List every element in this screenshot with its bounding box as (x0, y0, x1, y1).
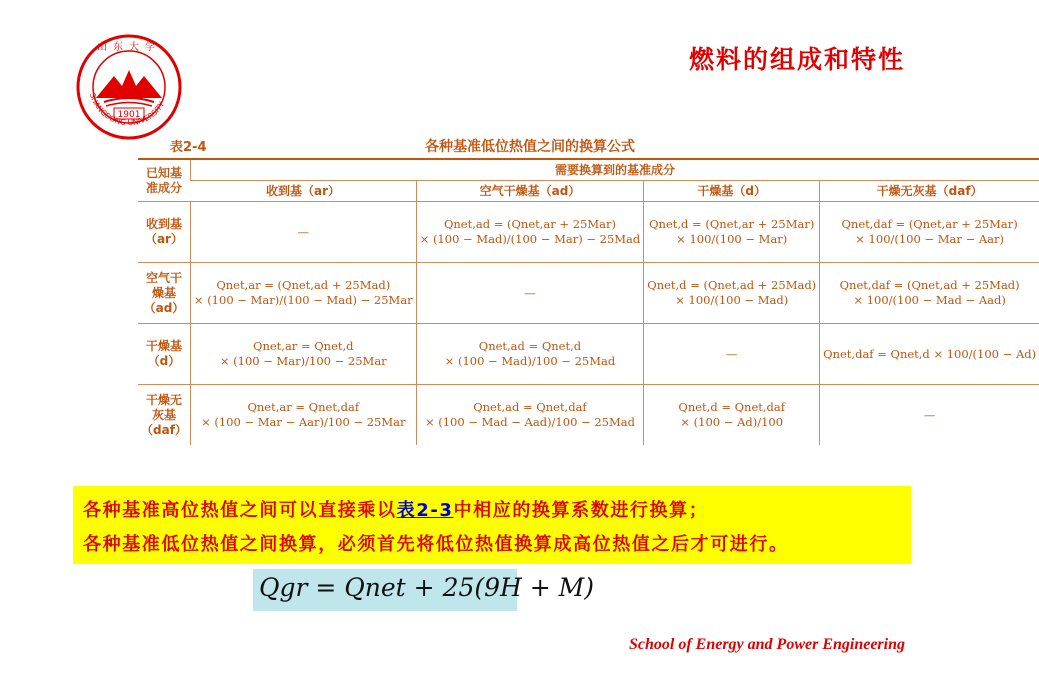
table-row (138, 202, 1039, 263)
formula-box (253, 569, 595, 611)
column-header: 干燥无灰基（daf） (820, 181, 1039, 202)
formula-line: Qnet,d = (Qnet,ad + 25Mad) (647, 278, 817, 292)
formula-line: — (524, 285, 536, 300)
row-header: 收到基（ar） (138, 202, 190, 263)
logo-year: 1901 (117, 110, 141, 120)
page-title: 燃料的组成和特性 (688, 45, 905, 74)
table-cell (416, 263, 644, 324)
formula: Qgr = Qnet + 25(9H + M) (259, 573, 595, 602)
formula-line: Qnet,daf = (Qnet,ar + 25Mar) (841, 217, 1018, 231)
table-cell (644, 263, 820, 324)
table-row (138, 263, 1039, 324)
shandong-university-seal-icon (74, 32, 184, 142)
column-header: 收到基（ar） (190, 181, 416, 202)
formula-line: × 100/(100 − Mar − Aar) (855, 232, 1004, 246)
formula-line: × 100/(100 − Mad) (675, 293, 789, 307)
formula-line: Qnet,ar = Qnet,daf (247, 400, 360, 414)
formula-line: × (100 − Mad)/(100 − Mar) − 25Mad (419, 232, 641, 246)
table-cell (416, 385, 644, 446)
table-cell (190, 263, 416, 324)
table-2-3-link[interactable]: 表2-3 (396, 500, 454, 521)
formula-line: Qnet,ad = Qnet,d (478, 339, 582, 353)
row-header: 空气干燥基（ad） (138, 263, 190, 324)
column-header: 干燥基（d） (644, 181, 820, 202)
table-cell (644, 324, 820, 385)
university-logo (74, 32, 184, 142)
note-line-2: 各种基准低位热值之间换算，必须首先将低位热值换算成高位热值之后才可进行。 (83, 534, 789, 555)
formula-line: × (100 − Mar)/(100 − Mad) − 25Mar (193, 293, 413, 307)
formula-line: — (297, 224, 310, 239)
row-header: 干燥基（d） (138, 324, 190, 385)
footer-text: School of Energy and Power Engineering (628, 636, 905, 653)
corner-header: 已知基准成分 (138, 159, 190, 202)
table-cell (820, 324, 1039, 385)
formula-line: Qnet,ar = (Qnet,ad + 25Mad) (216, 278, 391, 292)
formula-line: × (100 − Mad)/100 − 25Mad (444, 354, 616, 368)
formula-line: × (100 − Mad − Aad)/100 − 25Mad (424, 415, 635, 429)
formula-line: Qnet,d = Qnet,daf (678, 400, 786, 414)
table-cell (190, 202, 416, 263)
formula-line: × (100 − Mar − Aar)/100 − 25Mar (201, 415, 406, 429)
formula-line: × (100 − Ad)/100 (680, 415, 784, 429)
table-cell (416, 324, 644, 385)
group-header: 需要换算到的基准成分 (190, 159, 1039, 181)
table-row (138, 324, 1039, 385)
note-line-1-before: 各种基准高位热值之间可以直接乘以 (83, 500, 397, 521)
table-cell (644, 202, 820, 263)
table-title: 各种基准低位热值之间的换算公式 (425, 139, 635, 155)
logo-top-text: 山东大学 (97, 42, 161, 53)
note-line-1 (83, 496, 708, 522)
table-cell (416, 202, 644, 263)
note-line-1-after: 中相应的换算系数进行换算； (453, 500, 709, 521)
logo-bottom-text: SHANGDONG UNIVERSITY (88, 92, 167, 128)
conversion-table (138, 158, 1037, 488)
formula-line: Qnet,ad = Qnet,daf (473, 400, 587, 414)
formula-line: × 100/(100 − Mad − Aad) (853, 293, 1006, 307)
note-box (73, 486, 911, 564)
table-cell (190, 385, 416, 446)
formula-line: — (725, 346, 738, 361)
formula-line: Qnet,daf = (Qnet,ad + 25Mad) (839, 278, 1020, 292)
formula-line: × (100 − Mar)/100 − 25Mar (219, 354, 387, 368)
formula-line: Qnet,ar = Qnet,d (253, 339, 354, 353)
column-header: 空气干燥基（ad） (416, 181, 644, 202)
formula-line: — (923, 407, 936, 422)
formula-line: Qnet,daf = Qnet,d × 100/(100 − Ad) (823, 346, 1037, 361)
table-cell (820, 202, 1039, 263)
formula-line: × 100/(100 − Mar) (676, 232, 788, 246)
formula-line: Qnet,ad = (Qnet,ar + 25Mar) (443, 217, 616, 231)
table-label: 表2-4 (170, 140, 207, 155)
formula-line: Qnet,d = (Qnet,ar + 25Mar) (649, 217, 815, 231)
table-row (138, 385, 1039, 446)
table-cell (644, 385, 820, 446)
table-cell (820, 263, 1039, 324)
row-header: 干燥无灰基（daf） (138, 385, 190, 446)
table-cell (820, 385, 1039, 446)
table-cell (190, 324, 416, 385)
